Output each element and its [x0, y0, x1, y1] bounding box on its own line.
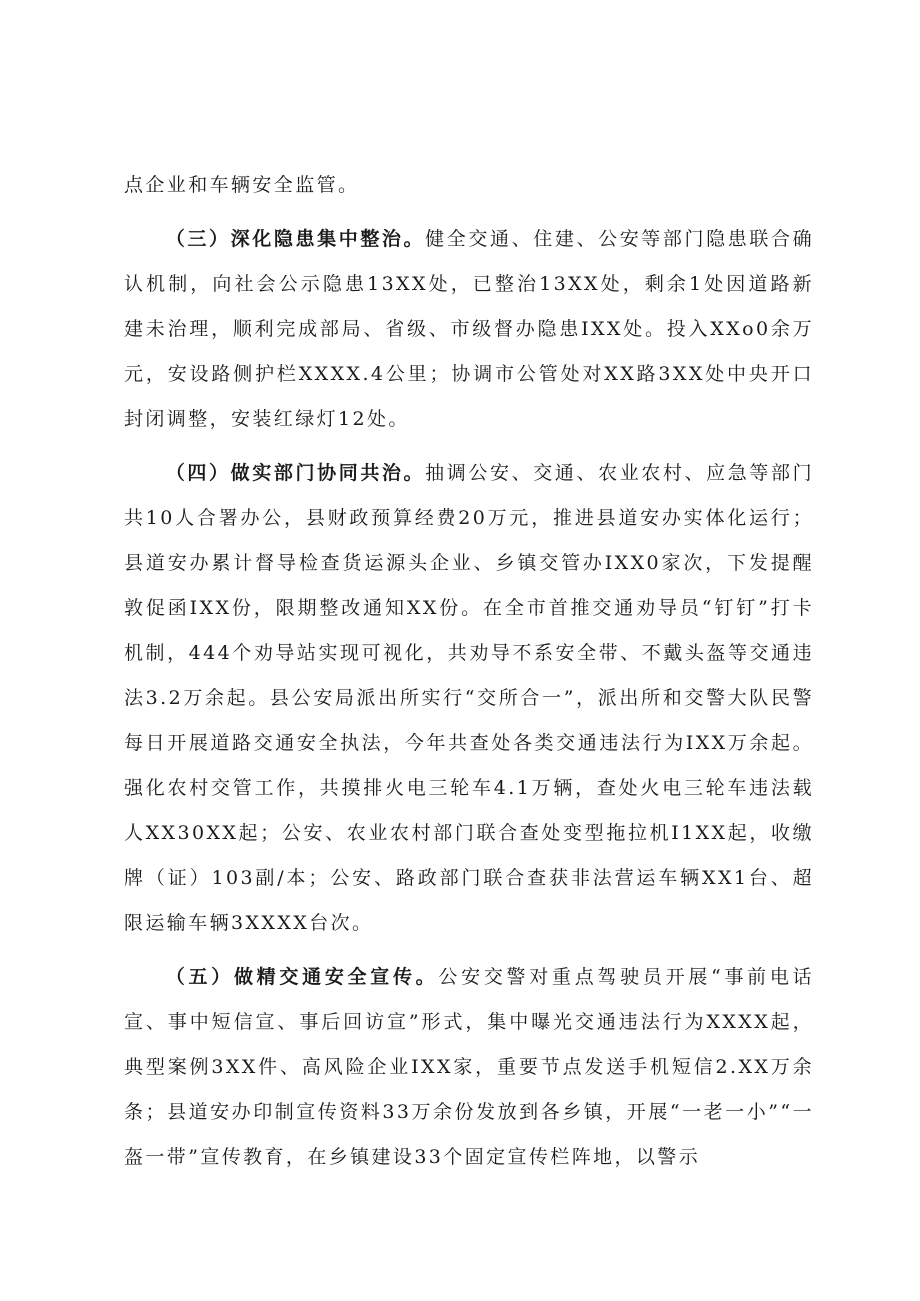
section-heading: （四）做实部门协同共治。	[165, 462, 426, 484]
paragraph-text: 点企业和车辆安全监管。	[124, 174, 360, 196]
paragraph-text: 公安交警对重点驾驶员开展“事前电话宣、事中短信宣、事后回访宣”形式，集中曝光交通违法行为XXXX起，典型案例3XX件、高风险企业IXX家，重要节点发送手机短信2.XX万余条；县道安办印制宣传资料33万余份发放到各乡镇，开展“一老一小”“一盔一带”宣传教育，在乡镇建设33个固定宣传栏阵地，以警示	[124, 966, 814, 1168]
paragraph-continuation	[124, 163, 814, 208]
section-heading: （五）做精交通安全宣传。	[165, 966, 439, 988]
paragraph-section-3	[124, 217, 814, 442]
paragraph-text: 抽调公安、交通、农业农村、应急等部门共10人合署办公，县财政预算经费20万元，推进县道安办实体化运行；县道安办累计督导检查货运源头企业、乡镇交管办IXX0家次，下发提醒敦促函IXX份，限期整改通知XX份。在全市首推交通劝导员“钉钉”打卡机制，444个劝导站实现可视化，共劝导不系安全带、不戴头盔等交通违法3.2万余起。县公安局派出所实行“交所合一”，派出所和交警大队民警每日开展道路交通安全执法，今年共查处各类交通违法行为IXX万余起。强化农村交管工作，共摸排火电三轮车4.1万辆，查处火电三轮车违法载人XX30XX起；公安、农业农村部门联合查处变型拖拉机I1XX起，收缴牌（证）103副/本；公安、路政部门联合查获非法营运车辆XX1台、超限运输车辆3XXXX台次。	[124, 462, 815, 934]
paragraph-section-4	[124, 451, 814, 946]
document-body	[124, 163, 814, 1189]
paragraph-section-5	[124, 955, 814, 1180]
paragraph-text: 健全交通、住建、公安等部门隐患联合确认机制，向社会公示隐患13XX处，已整治13XX处，剩余1处因道路新建未治理，顺利完成部局、省级、市级督办隐患IXX处。投入XXo0余万元，安设路侧护栏XXXX.4公里；协调市公管处对XX路3XX处中央开口封闭调整，安装红绿灯12处。	[124, 228, 815, 430]
section-heading: （三）深化隐患集中整治。	[165, 228, 426, 250]
